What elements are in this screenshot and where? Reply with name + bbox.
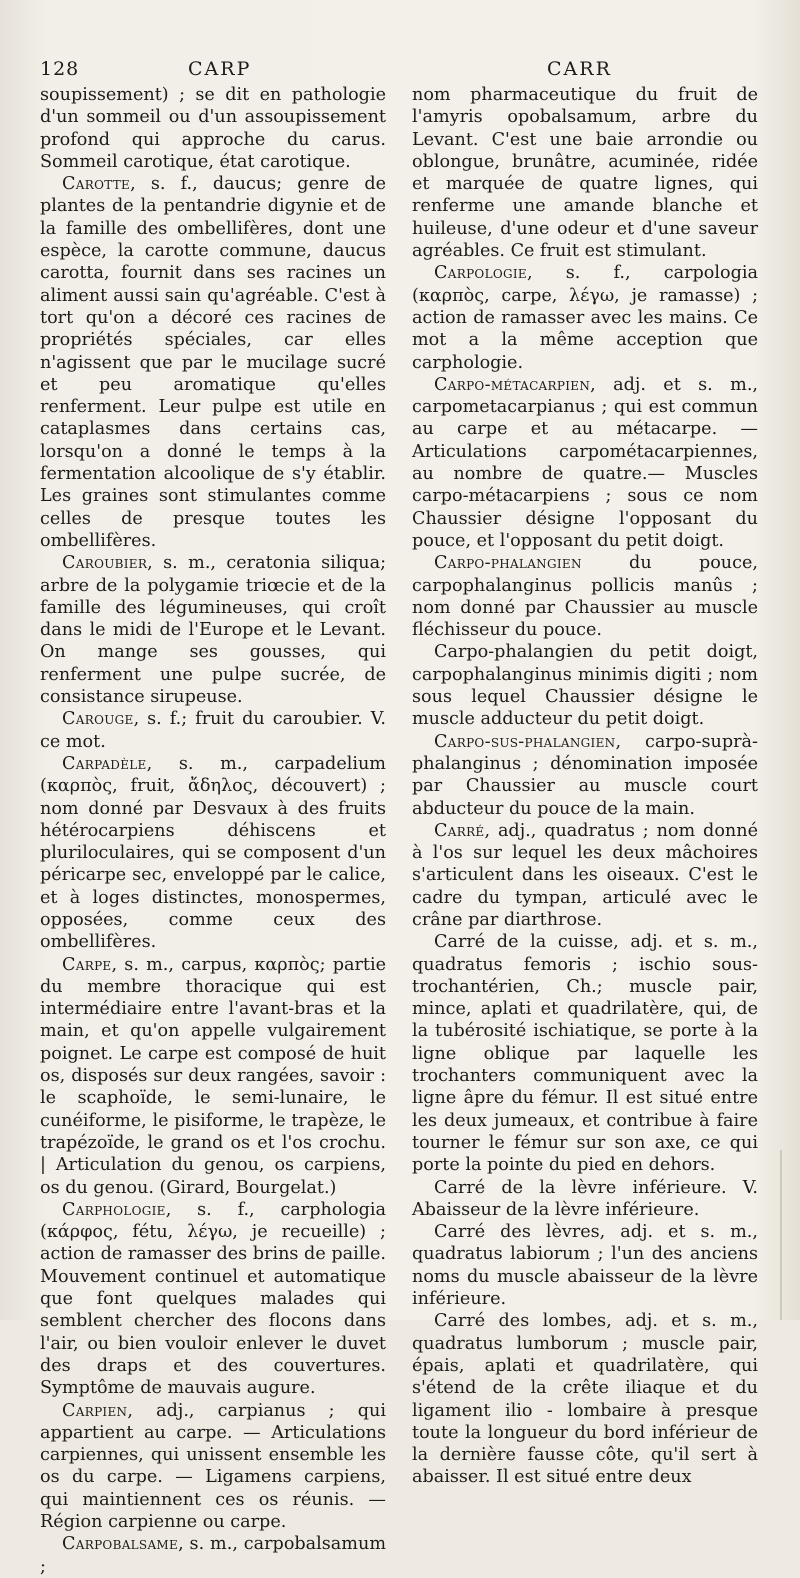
entry-text: , s. f., daucus; genre de plantes de la pentandrie digynie et de la famille des ombellifères, dont une espèce, la carotte commune, daucus carotta, fournit dans ses racines un aliment aussi sain qu'agréable. C'est à tort qu'on a décoré ces racines de propriétés spéciales, car elles n'agissent que par le mucilage sucré et peu aromatique qu'elles renferment. Leur pulpe est utile en cataplasmes dans certains cas, lorsqu'on a donné le temps à la fermentation alcoolique de s'y établir. Les graines sont stimulantes comme celles de presque toutes les ombellifères.	[40, 174, 386, 551]
entry-headword: Carpien	[62, 1400, 128, 1421]
dictionary-entry	[412, 552, 758, 641]
entry-text: , adj., quadratus ; nom donné à l'os sur lequel les deux mâchoires s'articulent dans les oiseaux. C'est le cadre du tympan, articulé avec le crâne par diarthrose.	[412, 820, 758, 930]
entry-headword: Caroubier	[62, 553, 148, 574]
entry-headword: Carpo-métacarpien	[434, 374, 591, 395]
entry-text: , s. f., carpologia (καρπὸς, carpe, λέγω, je ramasse) ; action de ramasser avec les mains. Ce mot a la même acception que carphologie.	[412, 263, 758, 373]
entry-text: , s. m., carpobalsamum ;	[40, 1534, 386, 1577]
entry-headword: Carpe	[62, 954, 112, 975]
dictionary-entry	[40, 1400, 386, 1534]
dictionary-entry	[412, 1310, 758, 1488]
entry-headword: Carpo-phalangien	[434, 553, 582, 574]
page-fold-shadow	[780, 1150, 782, 1320]
dictionary-entry	[40, 1199, 386, 1400]
entry-headword: Carpobalsame	[62, 1534, 179, 1555]
entry-headword: Carotte	[62, 174, 131, 195]
dictionary-entry	[40, 708, 386, 753]
dictionary-entry	[40, 1533, 386, 1578]
right-running-head: CARR	[547, 58, 612, 80]
entry-text: Carré de la cuisse, adj. et s. m., quadratus femoris ; ischio sous-trochantérien, Ch.; muscle pair, mince, aplati et quadrilatère, qui, de la tubérosité ischiatique, se porte à la ligne oblique par laquelle les trochanters communiquent avec la ligne âpre du fémur. Il est situé entre les deux jumeaux, et contribue à faire tourner le fémur sur son axe, ce qui porte la pointe du pied en dehors.	[412, 932, 758, 1176]
entry-text: Carré de la lèvre inférieure. V. Abaisseur de la lèvre inférieure.	[412, 1177, 758, 1220]
entry-text: , carpo-suprà-phalanginus ; dénomination imposée par Chaussier au muscle court abducteur du pouce de la main.	[412, 731, 758, 819]
dictionary-entry	[412, 731, 758, 820]
dictionary-entry	[40, 753, 386, 954]
entry-headword: Carpologie	[434, 263, 527, 284]
dictionary-entry	[412, 931, 758, 1176]
entry-headword: Carpo-sus-phalangien	[434, 731, 616, 752]
entry-text: du pouce, carpophalanginus pollicis manûs ; nom donné par Chaussier au muscle fléchisseur du pouce.	[412, 553, 758, 641]
dictionary-entry	[412, 1221, 758, 1310]
entry-text: , s. f.; fruit du caroubier. V. ce mot.	[40, 709, 386, 752]
entry-text: , adj. et s. m., carpometacarpianus ; qui est commun au carpe et au métacarpe. — Articulations carpométacarpiennes, au nombre de quatre.— Muscles carpo-métacarpiens ; sous ce nom Chaussier désigne l'opposant du pouce, et l'opposant du petit doigt.	[412, 374, 758, 551]
entry-text: nom pharmaceutique du fruit de l'amyris opobalsamum, arbre du Levant. C'est une baie arrondie ou oblongue, brunâtre, acuminée, ridée et marquée de quatre lignes, qui renferme une amande blanche et huileuse, d'une odeur et d'une saveur agréables. Ce fruit est stimulant.	[412, 85, 758, 262]
left-running-head: CARP	[188, 58, 252, 80]
entry-text: soupissement) ; se dit en pathologie d'un sommeil ou d'un assoupissement profond qui approche du carus. Sommeil carotique, état carotique.	[40, 85, 386, 172]
entry-text: Carpo-phalangien du petit doigt, carpophalanginus minimis digiti ; nom sous lequel Chaussier désigne le muscle adducteur du petit doigt.	[412, 642, 758, 730]
entry-text: , s. m., ceratonia siliqua; arbre de la polygamie triœcie et de la famille des légumineuses, qui croît dans le midi de l'Europe et le Levant. On mange ses gousses, qui renferment une pulpe sucrée, de consistance sirupeuse.	[40, 553, 386, 708]
dictionary-entry	[40, 954, 386, 1199]
continued-text	[40, 84, 386, 173]
page-number: 128	[40, 58, 80, 80]
entry-headword: Carré	[434, 820, 485, 841]
left-column	[40, 84, 386, 1578]
dictionary-entry	[412, 1177, 758, 1222]
dictionary-entry	[412, 262, 758, 373]
right-column	[412, 84, 758, 1489]
continued-text	[412, 84, 758, 262]
dictionary-entry	[412, 374, 758, 552]
entry-text: , s. f., carphologia (κάρφος, fétu, λέγω, je recueille) ; action de ramasser des brins de paille. Mouvement continuel et automatique que font quelques malades qui semblent chercher des flocons dans l'air, ou bien vouloir enlever le duvet des draps et des couvertures. Symptôme de mauvais augure.	[40, 1199, 386, 1399]
entry-text: Carré des lombes, adj. et s. m., quadratus lumborum ; muscle pair, épais, aplati et quadrilatère, qui s'étend de la crête iliaque et du ligament ilio - lombaire à presque toute la longueur du bord inférieur de la dernière fausse côte, qu'il sert à abaisser. Il est situé entre deux	[412, 1311, 758, 1488]
dictionary-entry	[412, 641, 758, 730]
entry-text: , s. m., carpus, καρπὸς; partie du membre thoracique qui est intermédiaire entre l'avant-bras et la main, et qu'on appelle vulgairement poignet. Le carpe est composé de huit os, disposés sur deux rangées, savoir : le scaphoïde, le semi-lunaire, le cunéiforme, le pisiforme, le trapèze, le trapézoïde, le grand os et l'os crochu. | Articulation du genou, os carpiens, os du genou. (Girard, Bourgelat.)	[40, 954, 386, 1198]
dictionary-entry	[40, 173, 386, 552]
dictionary-entry	[412, 820, 758, 931]
entry-headword: Carpadèle	[62, 753, 147, 774]
entry-text: , adj., carpianus ; qui appartient au carpe. — Articulations carpiennes, qui unissent ensemble les os du carpe. — Ligamens carpiens, qui maintiennent ces os réunis. — Région carpienne ou carpe.	[40, 1400, 386, 1532]
page-header	[40, 58, 760, 86]
entry-text: , s. m., carpadelium (καρπὸς, fruit, ἄδηλος, découvert) ; nom donné par Desvaux à des fruits hétérocarpiens déhiscens et pluriloculaires, qui se composent d'un péricarpe sec, enveloppé par le calice, et à loges distinctes, monospermes, opposées, comme ceux des ombellifères.	[40, 753, 386, 953]
entry-headword: Carouge	[62, 709, 134, 730]
entry-text: Carré des lèvres, adj. et s. m., quadratus labiorum ; l'un des anciens noms du muscle abaisseur de la lèvre inférieure.	[412, 1222, 758, 1310]
entry-headword: Carphologie	[62, 1199, 166, 1220]
dictionary-entry	[40, 552, 386, 708]
